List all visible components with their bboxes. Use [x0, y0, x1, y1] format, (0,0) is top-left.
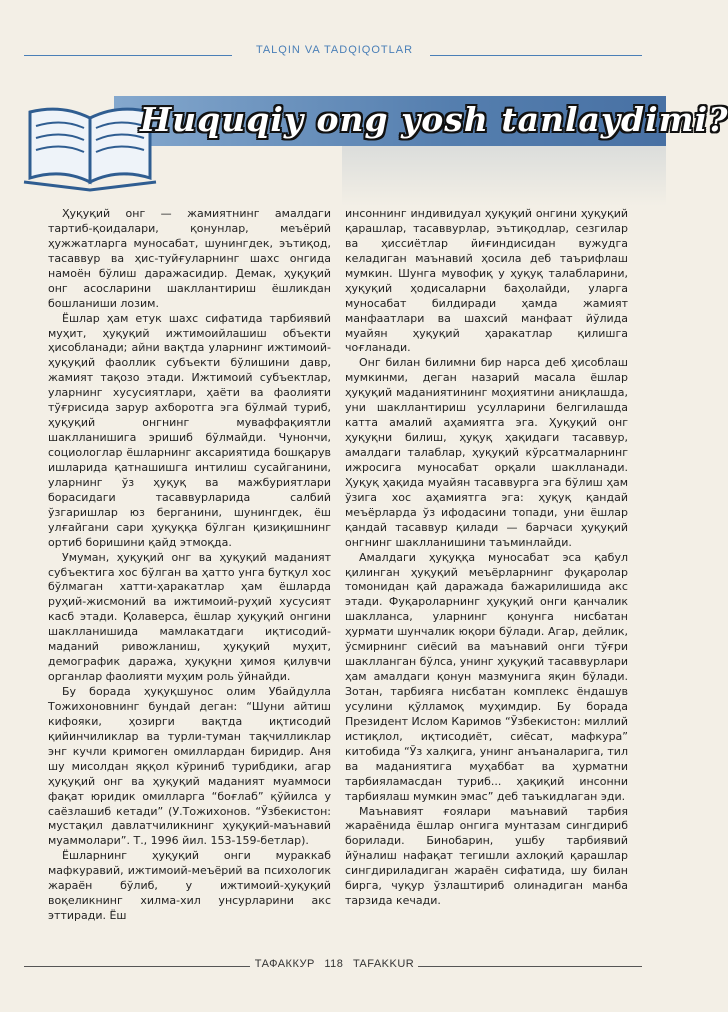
header-rule-right	[430, 55, 642, 56]
article-title: Huquqiy ong yosh tanlaydimi?	[140, 100, 728, 139]
banner-shadow	[342, 146, 666, 206]
footer-rule-right	[418, 966, 642, 967]
right-column	[345, 207, 628, 909]
page-number: 118	[324, 958, 344, 970]
paragraph: Маънавият ғоялари маънавий тарбия жараёнида ёшлар онгига мунтазам сингдириб борилади. Бинобарин, ушбу тарбиявий йўналиш нафақат тегишли ахлоқий қарашлар сингдириладиган жараён сифатида, шу билан бирга, чуқур ўзлаштириб олинадиган манба тарзида кечади.	[345, 804, 628, 908]
left-column	[48, 207, 331, 924]
paragraph: инсоннинг индивидуал ҳуқуқий онгини ҳуқуқий қарашлар, тасаввурлар, эътиқодлар, сезгилар ва ҳиссиётлар йиғиндисидан вужудга келадиган маънавий ҳосила деб таърифлаш мумкин. Шунга мувофиқ у ҳуқуқ талабларини, ҳуқуқий ҳодисаларни баҳолайди, уларга муносабат билдиради ҳамда жамият манфаатлари ва шахсий манфаат йўлида муайян ҳуқуқий ҳаракатлар қилишга чоғланади.	[345, 207, 628, 355]
footer-magazine-cyrillic: ТАФАККУР	[254, 958, 315, 970]
paragraph: Ёшларнинг ҳуқуқий онги мураккаб мафкуравий, ижтимоий-меъёрий ва психологик жараён бўлиб, у ижтимоий-ҳуқуқий воқеликнинг хилма-хил унсурларини акс эттиради. Ёш	[48, 849, 331, 923]
footer-magazine-latin: TAFAKKUR	[352, 958, 415, 970]
article-banner	[22, 82, 728, 202]
paragraph: Ҳуқуқий онг — жамиятнинг амалдаги тартиб-қоидалари, қонунлар, меъёрий ҳужжатларга муносабат, шунингдек, эътиқод, тасаввур ва ҳис-туйғуларнинг шахс онгида намоён бўлиш даражасидир. Демак, ҳуқуқий онг асосларини шакллантириш ёшликдан бошланиши лозим.	[48, 207, 331, 310]
section-title: TALQIN VA TADQIQOTLAR	[255, 44, 414, 56]
page-footer	[0, 958, 669, 970]
paragraph: Амалдаги ҳуқуққа муносабат эса қабул қилинган ҳуқуқий меъёрларнинг фуқаролар томонидан қай даражада бажарилишида акс этади. Фуқароларнинг ҳуқуқий онги қанчалик шаклланса, уларнинг қонунга нисбатан ҳурмати шунчалик юқори бўлади. Агар, дейлик, ўсмирнинг сиёсий ва маънавий онги тўғри шаклланган бўлса, унинг ҳуқуқий тасаввурлари ҳам амалдаги қонун мазмунига яқин бўлади. Зотан, тарбияга нисбатан комплекс ёндашув усулини қўлламоқ муҳимдир. Бу борада Президент Ислом Каримов “Ўзбекистон: миллий истиқлол, иқтисодиёт, сиёсат, мафкура” китобида “Ўз халқига, унинг анъаналарига, тил ва маданиятига муҳаббат ва ҳурматни тарбияламасдан туриб... ҳақиқий инсонни тарбиялаш мумкин эмас” деб таъкидлаган эди.	[345, 550, 628, 803]
paragraph: Умуман, ҳуқуқий онг ва ҳуқуқий маданият субъектига хос бўлган ва ҳатто унга бутқул хос бўлмаган хатти-ҳаракатлар ҳам ёшларда руҳий-жисмоний ва ижтимоий-руҳий хусусият касб этади. Қолаверса, ёшлар ҳуқуқий онгини шаклланишида мамлакатдаги иқтисодий-маданий ривожланиш, ҳуқуқий муҳит, демографик даража, ҳуқуқни ҳимоя қилувчи органлар фаолияти муҳим роль ўйнайди.	[48, 550, 331, 684]
paragraph: Онг билан билимни бир нарса деб ҳисоблаш мумкинми, деган назарий масала ёшлар ҳуқуқий маданиятининг моҳиятини аниқлашда, уни шакллантириш усулларини белгилашда катта амалий аҳамиятга эга. Ҳуқуқий онг ҳуқуқни билиш, ҳуқуқ ҳақидаги тасаввур, амалдаги талаблар, ҳуқуқий кўрсатмаларнинг ижросига муносабат орқали шаклланади. Ҳуқуқ ҳақида муайян тасаввурга эга бўлиш ҳам ўзига хос аҳамиятга эга: ҳуқуқ қандай меъёрларда ўз ифодасини топади, уни ёшлар қандай тасаввур қилади — барчаси ҳуқуқий онгнинг шаклланишини таъминлайди.	[345, 356, 628, 549]
paragraph: Ёшлар ҳам етук шахс сифатида тарбиявий муҳит, ҳуқуқий ижтимоийлашиш объекти ҳисобланади; айни вақтда уларнинг ижтимоий-ҳуқуқий фаоллик субъекти бўлишини давр, жамият тақозо этади. Ижтимоий субъектлар, уларнинг хусусиятлари, ҳаёти ва фаолияти тўғрисида зарур ахборотга эга бўлмай туриб, ҳуқуқий онгнинг муваффақиятли шаклланишига эришиб бўлмайди. Чунончи, социологлар ёшларнинг аксариятида бошқарув ишларида қатнашишга интилиш сусайганини, уларнинг ўз ҳуқуқ ва мажбуриятлари борасидаги тасаввурларида салбий ўзгаришлар юз берганини, шунингдек, ёш улғайгани сари ҳуқуққа бўлган қизиқишнинг ортиб боришини қайд этмоқда.	[48, 311, 331, 549]
paragraph: Бу борада ҳуқуқшунос олим Убайдулла Тожихоновнинг бундай деган: “Шуни айтиш кифояки, ҳозирги вақтда иқтисодий қийинчиликлар ва турли-туман тақчилликлар энг кучли кримоген омиллардан биридир. Аня шу мисолдан яққол кўриниб турибдики, агар ҳуқуқий онг ва ҳуқуқий маданият муаммоси фақат юридик омилларга “боғлаб” қўйилса у саёзлашиб кетади” (У.Тожихонов. “Ўзбекистон: мустақил давлатчиликнинг ҳуқуқий-маънавий муаммолари”. Т., 1996 йил. 153-159-бетлар).	[48, 685, 331, 848]
